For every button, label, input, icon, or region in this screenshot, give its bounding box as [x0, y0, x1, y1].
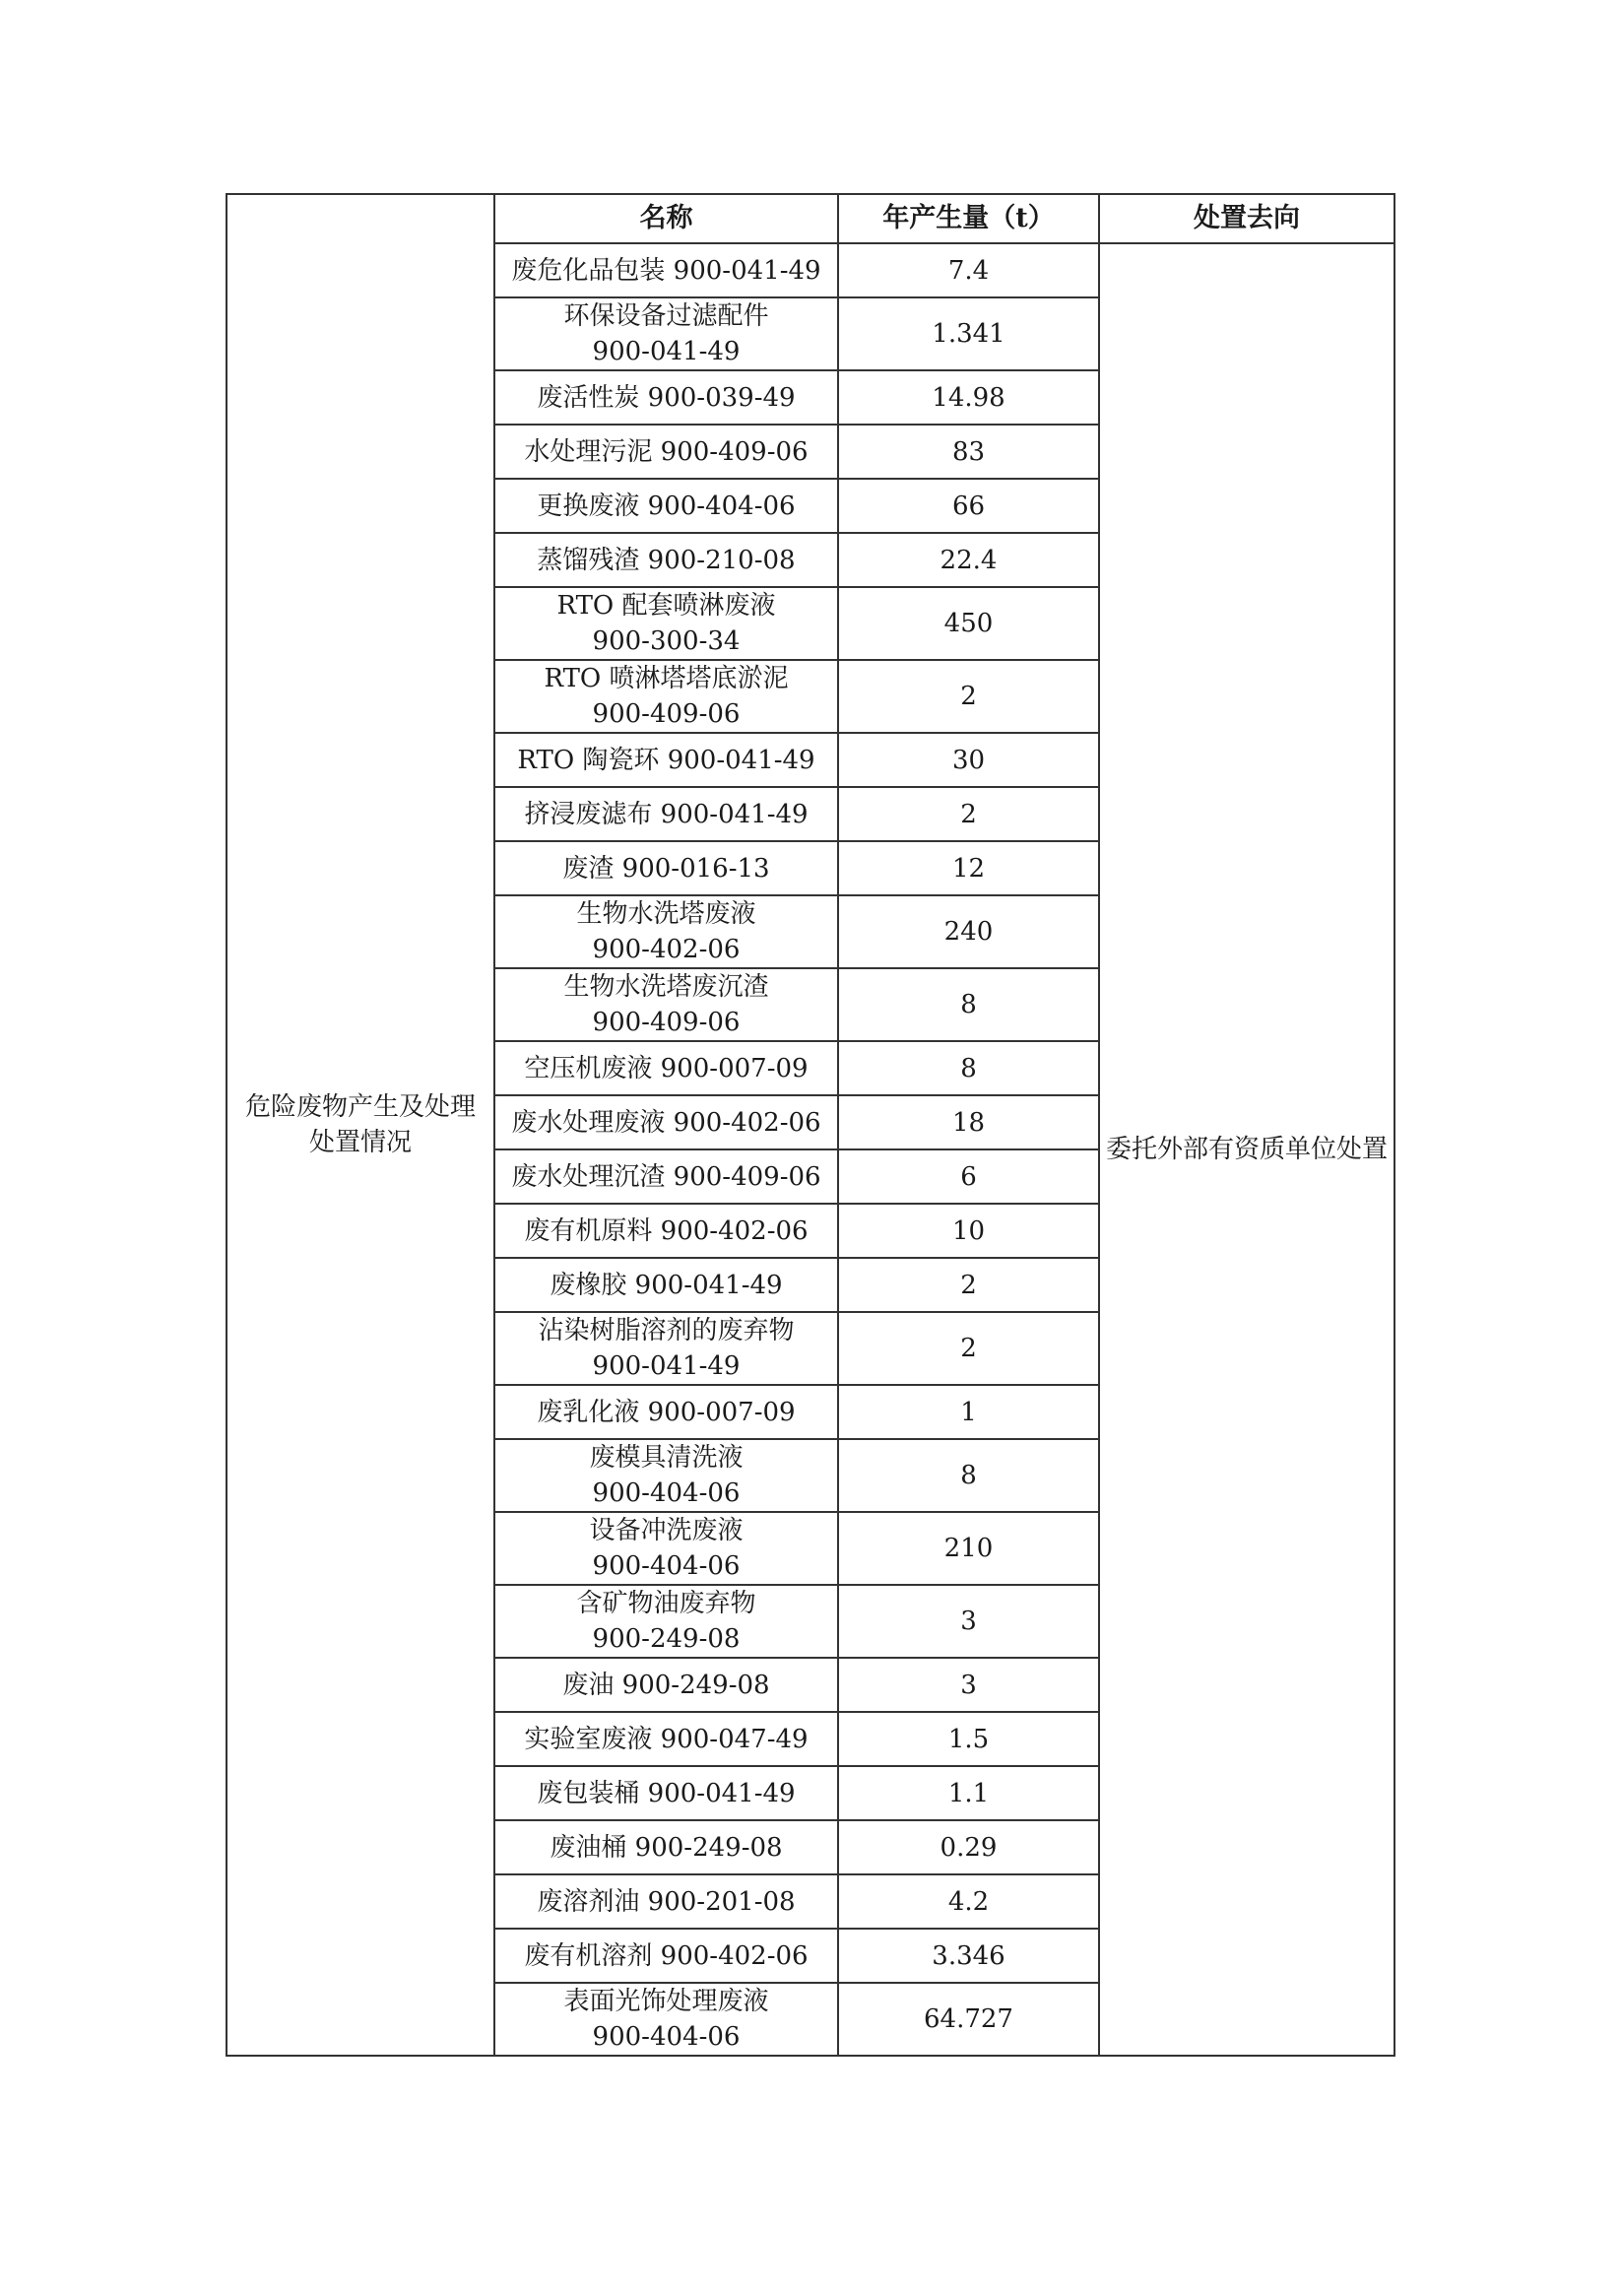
annual-amount-cell: 10	[838, 1204, 1099, 1258]
waste-name-cell: 水处理污泥 900-409-06	[494, 425, 838, 479]
waste-name-cell: 废水处理废液 900-402-06	[494, 1095, 838, 1149]
annual-amount-cell: 3	[838, 1585, 1099, 1658]
annual-amount-cell: 8	[838, 1439, 1099, 1512]
annual-amount-cell: 0.29	[838, 1820, 1099, 1874]
annual-amount-cell: 2	[838, 660, 1099, 733]
header-row	[227, 194, 1394, 243]
annual-amount-cell: 2	[838, 787, 1099, 841]
waste-name-cell: 废包装桶 900-041-49	[494, 1766, 838, 1820]
annual-amount-cell: 1.1	[838, 1766, 1099, 1820]
annual-amount-cell: 3	[838, 1658, 1099, 1712]
annual-amount-cell: 12	[838, 841, 1099, 895]
waste-name-cell: 废活性炭 900-039-49	[494, 370, 838, 425]
waste-name-cell: 生物水洗塔废液 900-402-06	[494, 895, 838, 968]
annual-amount-cell: 210	[838, 1512, 1099, 1585]
waste-name-cell: 蒸馏残渣 900-210-08	[494, 533, 838, 587]
annual-amount-cell: 8	[838, 1041, 1099, 1095]
waste-name-cell: 含矿物油废弃物 900-249-08	[494, 1585, 838, 1658]
annual-amount-cell: 18	[838, 1095, 1099, 1149]
annual-amount-cell: 6	[838, 1149, 1099, 1204]
waste-name-cell: 废水处理沉渣 900-409-06	[494, 1149, 838, 1204]
annual-amount-cell: 64.727	[838, 1983, 1099, 2056]
waste-name-cell: RTO 喷淋塔塔底淤泥 900-409-06	[494, 660, 838, 733]
annual-amount-cell: 30	[838, 733, 1099, 787]
waste-name-cell: 生物水洗塔废沉渣 900-409-06	[494, 968, 838, 1041]
annual-amount-cell: 2	[838, 1258, 1099, 1312]
waste-name-cell: 废油 900-249-08	[494, 1658, 838, 1712]
category-cell: 危险废物产生及处理处置情况	[227, 194, 494, 2056]
annual-amount-cell: 14.98	[838, 370, 1099, 425]
annual-amount-cell: 240	[838, 895, 1099, 968]
annual-amount-cell: 450	[838, 587, 1099, 660]
annual-amount-cell: 1.341	[838, 297, 1099, 370]
annual-amount-cell: 2	[838, 1312, 1099, 1385]
waste-name-cell: 挤浸废滤布 900-041-49	[494, 787, 838, 841]
waste-name-cell: 废有机溶剂 900-402-06	[494, 1929, 838, 1983]
hazardous-waste-table	[226, 193, 1395, 2057]
annual-amount-cell: 7.4	[838, 243, 1099, 297]
waste-name-cell: 废渣 900-016-13	[494, 841, 838, 895]
annual-amount-cell: 83	[838, 425, 1099, 479]
waste-name-cell: 废危化品包装 900-041-49	[494, 243, 838, 297]
annual-amount-cell: 66	[838, 479, 1099, 533]
waste-name-cell: 表面光饰处理废液 900-404-06	[494, 1983, 838, 2056]
waste-name-cell: 废油桶 900-249-08	[494, 1820, 838, 1874]
header-name: 名称	[494, 194, 838, 243]
waste-name-cell: 废橡胶 900-041-49	[494, 1258, 838, 1312]
table-body	[227, 194, 1394, 2056]
annual-amount-cell: 4.2	[838, 1874, 1099, 1929]
header-amount: 年产生量（t）	[838, 194, 1099, 243]
waste-name-cell: RTO 配套喷淋废液 900-300-34	[494, 587, 838, 660]
annual-amount-cell: 1	[838, 1385, 1099, 1439]
disposal-destination-cell: 委托外部有资质单位处置	[1099, 243, 1394, 2056]
waste-name-cell: 更换废液 900-404-06	[494, 479, 838, 533]
waste-name-cell: 沾染树脂溶剂的废弃物 900-041-49	[494, 1312, 838, 1385]
waste-name-cell: 废有机原料 900-402-06	[494, 1204, 838, 1258]
annual-amount-cell: 1.5	[838, 1712, 1099, 1766]
annual-amount-cell: 8	[838, 968, 1099, 1041]
header-disposal: 处置去向	[1099, 194, 1394, 243]
waste-name-cell: RTO 陶瓷环 900-041-49	[494, 733, 838, 787]
annual-amount-cell: 3.346	[838, 1929, 1099, 1983]
annual-amount-cell: 22.4	[838, 533, 1099, 587]
waste-name-cell: 废溶剂油 900-201-08	[494, 1874, 838, 1929]
waste-name-cell: 废模具清洗液 900-404-06	[494, 1439, 838, 1512]
waste-name-cell: 设备冲洗废液 900-404-06	[494, 1512, 838, 1585]
waste-name-cell: 实验室废液 900-047-49	[494, 1712, 838, 1766]
waste-name-cell: 废乳化液 900-007-09	[494, 1385, 838, 1439]
waste-name-cell: 空压机废液 900-007-09	[494, 1041, 838, 1095]
waste-name-cell: 环保设备过滤配件 900-041-49	[494, 297, 838, 370]
